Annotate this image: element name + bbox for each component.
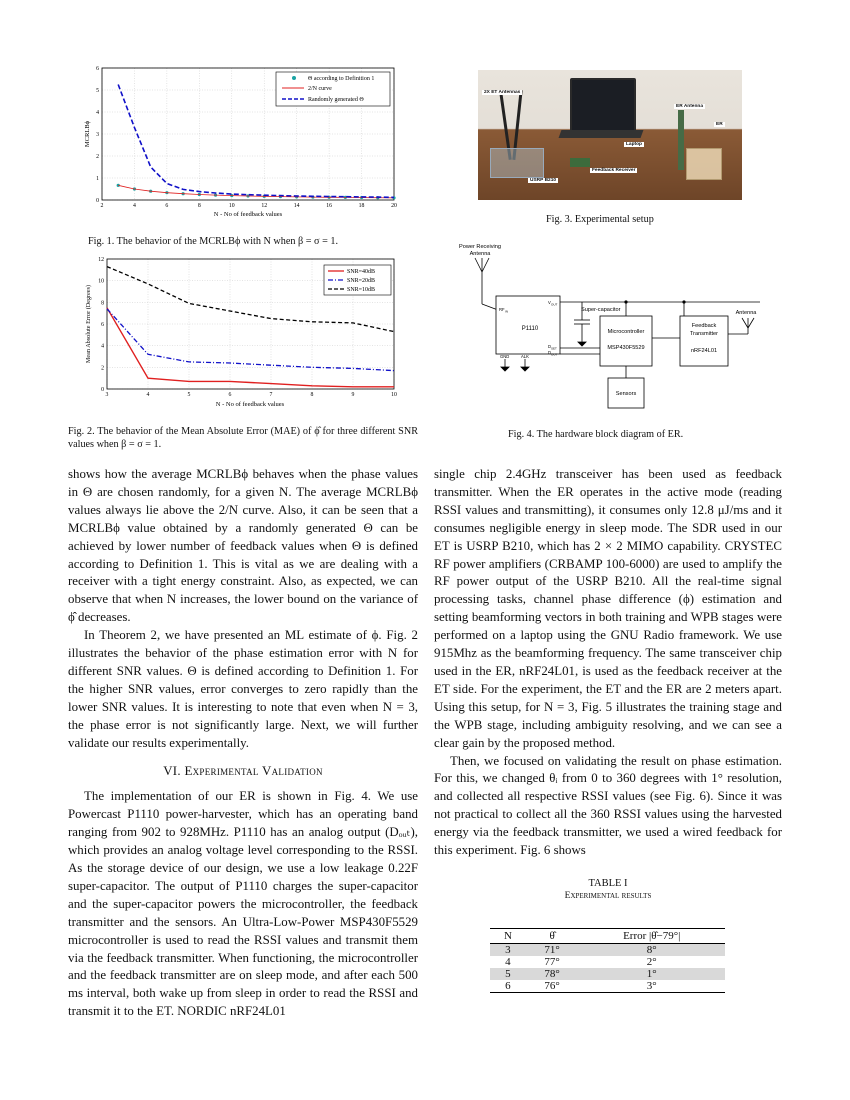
table-header-error: Error |θ̂−79°| <box>578 929 725 944</box>
table-cell: 76° <box>526 980 579 993</box>
tx-antenna <box>728 318 754 334</box>
x-tick-label: 10 <box>391 392 397 398</box>
section-heading: VI. Experimental Validation <box>163 763 323 778</box>
fig4-vout: V <box>548 300 551 305</box>
table-cell: 3 <box>490 944 526 957</box>
fig3-photo <box>478 70 742 200</box>
mcu-block <box>600 316 652 366</box>
fig2-xlabel: N - No of feedback values <box>215 401 285 408</box>
x-tick-label: 4 <box>132 203 136 209</box>
table-cell: 2° <box>646 956 657 968</box>
table-header-row <box>490 929 725 944</box>
fig4-dset-sub: SET <box>551 346 557 351</box>
fig3-label-usrp: USRP B210 <box>530 178 557 183</box>
supercap-wiring <box>560 302 760 378</box>
table-header-theta: θ̂ <box>526 929 579 944</box>
x-tick-label: 4 <box>146 392 150 398</box>
fig4-fb3: nRF24L01 <box>690 348 718 354</box>
series-line-2n-curve <box>118 185 394 198</box>
table-row <box>490 968 725 980</box>
y-tick-label: 8 <box>101 300 104 307</box>
table-cell: 5 <box>490 968 526 980</box>
table-cell: 77° <box>544 956 560 968</box>
left-paragraph-3: The implementation of our ER is shown in Fig. 4. We use Powercast P1110 power-harvester, which has an operating band ranging from 902 to 928MHz. P1110 has an analog output (Dₒᵤₜ), which provides an analog voltage level corresponding to the RSSI. As the storage device of our design, we use a low leakage 0.22F super-capacitor. The output of P1110 charges the super-capacitor and the super-capacitor powers the microcontroller, the feedback transmitter and the sensors. An Ultra-Low-Power MSP430F5529 microcontroller is used to read the RSSI values and transmit them via the feedback transmitter. When functioning, the microcontroller and the feedback transmitter are on sleep mode, and after each 500 ms interval, both wake up from sleep in order to read the RSSI and transmit it to the ET. NORDIC nRF24L01 <box>68 789 418 1019</box>
table-row <box>490 956 725 968</box>
fig2-legend-40: SNR=40dB <box>347 269 376 275</box>
y-tick-label: 0 <box>96 198 99 204</box>
fig2-legend-10: SNR=10dB <box>347 287 376 293</box>
fig1-legend-def1: Θ according to Definition 1 <box>308 76 375 82</box>
x-tick-label: 6 <box>228 392 232 398</box>
left-column <box>68 466 418 1021</box>
y-tick-label: 3 <box>96 132 99 138</box>
fig4-dset: D <box>548 344 552 349</box>
fig1-xlabel: N - No of feedback values <box>213 211 283 218</box>
x-tick-label: 16 <box>326 203 333 209</box>
x-tick-label: 18 <box>358 203 365 209</box>
table-cell: 1° <box>578 968 725 980</box>
fig4-caption: Fig. 4. The hardware block diagram of ER. <box>508 429 684 440</box>
fig4-dout: D <box>548 350 552 355</box>
fig1-ylabel: MCRLBϕ <box>84 120 91 148</box>
fig1-legend-random: Randomly generated Θ <box>308 97 364 103</box>
fig1-chart <box>80 62 410 222</box>
table-row <box>490 980 725 993</box>
fig2-caption: Fig. 2. The behavior of the Mean Absolute Error (MAE) of ϕ̂ for three different SNR values when β = σ = 1. <box>68 426 418 450</box>
x-tick-label: 3 <box>105 392 109 398</box>
table-cell: 8° <box>578 944 725 957</box>
fig1-legend-marker-def1 <box>292 76 296 80</box>
left-paragraph-1: shows how the average MCRLBϕ behaves when the phase values in Θ are chosen randomly, for a given N. The average MCRLBϕ values always lie above the 2/N curve. Also, it can be seen that a MCRLBϕ value obtained by a randomly generated Θ can be achieved by lower number of feedback values when Θ is defined according to Definition 1. This is vital as we are dealing with a receiver with a tight energy constraint. Also, as expected, we can observe that when N increases, the lower bound on the variance of ϕ̂ decreases. <box>68 467 418 625</box>
fig4-vout-sub: OUT <box>551 302 558 307</box>
y-tick-label: 2 <box>101 365 104 372</box>
fig4-gnd: GND <box>500 354 510 359</box>
junction-dot-1 <box>624 300 627 303</box>
usrp-box <box>490 148 544 178</box>
fig1-legend-curve: 2/N curve <box>308 86 332 92</box>
x-tick-label: 7 <box>269 392 273 398</box>
fig4-mcu-model: MSP430F5529 <box>607 345 645 351</box>
left-paragraph-2: In Theorem 2, we have presented an ML estimate of ϕ. Fig. 2 illustrates the behavior of the phase estimation error with N for different SNR values. Θ is defined according to Definition 1. For the higher SNR values, error converges to zero rapidly than the lower SNR values. It is interesting to note that even when N = 3, the phase error is not significantly large. Next, we will further validate our results experimentally. <box>68 628 418 750</box>
table-subtitle: Experimental results <box>564 891 652 901</box>
table-title: TABLE I <box>588 878 628 889</box>
laptop-base <box>559 130 644 138</box>
fig4-antenna: Antenna <box>735 310 757 316</box>
fig3-caption: Fig. 3. Experimental setup <box>546 214 654 225</box>
fig1-caption: Fig. 1. The behavior of the MCRLBϕ with N when β = σ = 1. <box>88 236 339 247</box>
laptop-screen <box>570 78 636 132</box>
fig4-rfin-sub: IN <box>505 309 508 314</box>
y-tick-label: 4 <box>96 110 99 116</box>
fig4-mcu: Microcontroller <box>607 329 645 335</box>
table-cell: 78° <box>526 968 579 980</box>
fig2-ylabel: Mean Absolute Error (Degrees) <box>85 284 92 364</box>
y-tick-label: 10 <box>98 278 104 285</box>
y-tick-label: 2 <box>96 154 99 160</box>
right-column <box>434 466 782 860</box>
y-tick-label: 12 <box>98 257 104 263</box>
results-table <box>490 928 725 993</box>
fig4-prx-label2: Antenna <box>469 251 491 257</box>
er-antenna-board <box>678 110 684 170</box>
table-cell: 4 <box>505 956 511 968</box>
table-header-n: N <box>490 929 526 944</box>
fig4-alk: ALK <box>521 354 529 359</box>
feedback-receiver-board <box>570 158 590 167</box>
fig4-prx-label: Power Receiving <box>459 244 501 250</box>
junction-dot-2 <box>682 300 685 303</box>
x-tick-label: 9 <box>351 392 355 398</box>
table-cell: 71° <box>526 944 579 957</box>
y-tick-label: 6 <box>101 322 104 328</box>
y-tick-label: 6 <box>96 66 99 72</box>
y-tick-label: 4 <box>101 343 104 350</box>
y-tick-label: 0 <box>101 387 104 393</box>
table-row <box>490 944 725 957</box>
fig2-chart <box>80 253 410 413</box>
fig3-label-fb: Feedback Receiver <box>592 168 636 173</box>
fig4-diagram <box>450 238 775 416</box>
table-cell: 6 <box>490 980 526 993</box>
y-tick-label: 5 <box>96 88 99 94</box>
right-paragraph-1: single chip 2.4GHz transceiver has been used as feedback transmitter. When the ER operates in the active mode (reading RSSI values and transmitting), it consumes only 12.8 μJ/ms and it consumes negligible energy in sleep mode. The SDR used in our ET is USRP B210, which has 2 × 2 MIMO capability. CRYSTEC RF power amplifiers (CRBAMP 100-6000) are used to amplify the RF power output of the USRP B210. All the real-time signal processing tasks, channel phase difference (ϕ) estimation and setting beamforming vectors in both training and WPB stages were performed on a laptop using the GNU Radio framework. We use 915Mhz as the beamforming frequency. The same transceiver chip used in the ER, nRF24L01, is used as the feedback receiver at the ET side. For the experiment, the ET and the ER are 2 meters apart. Using this setup, for N = 3, Fig. 5 illustrates the training stage and the WPB stage, including ambiguity resolving, and we can see a clear gain by the proposed method. <box>434 467 782 750</box>
x-tick-label: 2 <box>100 203 104 209</box>
x-tick-label: 10 <box>228 203 235 209</box>
fig4-fb1: Feedback <box>691 323 717 329</box>
fig3-label-laptop: Laptop <box>626 142 642 147</box>
series-line-snr40 <box>107 308 394 387</box>
table-cell: 3° <box>578 980 725 993</box>
fig3-label-er-antenna: ER Antenna <box>676 104 704 109</box>
fig2-legend <box>324 265 391 295</box>
x-tick-label: 20 <box>391 203 397 209</box>
fig4-rfin: RF <box>499 307 505 312</box>
x-tick-label: 5 <box>187 392 191 398</box>
prx-antenna <box>475 258 498 310</box>
y-tick-label: 1 <box>96 176 99 182</box>
fig3-label-antennas: 2X ET Antennas <box>484 90 521 95</box>
x-tick-label: 8 <box>197 203 201 209</box>
fig4-dout-sub: OUT <box>551 352 558 357</box>
fig1-legend <box>276 72 390 106</box>
fig2-legend-20: SNR=20dB <box>347 278 376 284</box>
right-paragraph-2: Then, we focused on validating the result on phase estimation. For this, we changed θᵢ from 0 to 360 degrees with 1° resolution, and collected all respective RSSI values (see Fig. 6). Since it was not practical to collect all the 360 RSSI values using the harvested energy via the feedback transmitter, we used a wired feedback for this experiment. Fig. 6 shows <box>434 753 782 858</box>
x-tick-label: 8 <box>310 392 314 398</box>
fig3-label-er: ER <box>716 122 723 127</box>
er-container <box>686 148 722 180</box>
fig4-fb2: Transmitter <box>689 331 719 337</box>
fig4-p1110: P1110 <box>521 326 539 332</box>
fig4-sensors: Sensors <box>615 391 637 397</box>
fig4-supercap: Super-capacitor <box>581 307 621 313</box>
x-tick-label: 6 <box>165 203 169 209</box>
series-line-snr20 <box>107 309 394 371</box>
x-tick-label: 14 <box>293 203 300 209</box>
x-tick-label: 12 <box>261 203 268 209</box>
